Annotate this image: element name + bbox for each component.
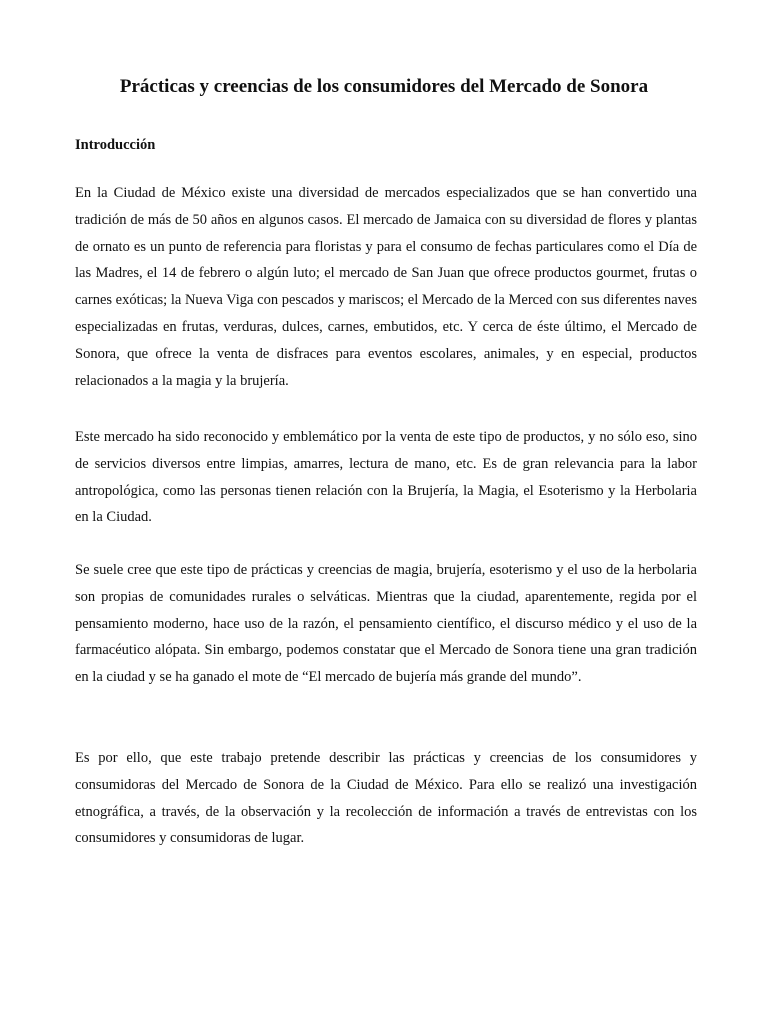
paragraph-3: Se suele cree que este tipo de prácticas y creencias de magia, brujería, esoterismo y el uso de la herbolaria son propias de comunidades rurales o selváticas. Mientras que la ciudad, aparentemente, regida por el pensamiento moderno, hace uso de la razón, el pensamiento científico, el discurso médico y el uso de la farmacéutico alópata. Sin embargo, podemos constatar que el Mercado de Sonora tiene una gran tradición en la ciudad y se ha ganado el mote de “El mercado de bujería más grande del mundo”. — [75, 562, 697, 686]
paragraph-1: En la Ciudad de México existe una diversidad de mercados especializados que se han convertido una tradición de más de 50 años en algunos casos. El mercado de Jamaica con su diversidad de flores y plantas de ornato es un punto de referencia para floristas y para el consumo de fechas particulares como el Día de las Madres, el 14 de febrero o algún luto; el mercado de San Juan que ofrece productos gourmet, frutas o carnes exóticas; la Nueva Viga con pescados y mariscos; el Mercado de la Merced con sus diferentes naves especializadas en frutas, verduras, dulces, carnes, embutidos, etc. Y cerca de éste último, el Mercado de Sonora, que ofrece la venta de disfraces para eventos escolares, animales, y en especial, productos relacionados a la magia y la brujería. — [75, 185, 697, 389]
document-title: Prácticas y creencias de los consumidores del Mercado de Sonora — [119, 76, 649, 97]
section-heading-introduccion: Introducción — [75, 137, 156, 153]
paragraph-2: Este mercado ha sido reconocido y emblemático por la venta de este tipo de productos, y no sólo eso, sino de servicios diversos entre limpias, amarres, lectura de mano, etc. Es de gran relevancia para la labor antropológica, como las personas tienen relación con la Brujería, la Magia, el Esoterismo y la Herbolaria en la Ciudad. — [75, 429, 697, 526]
paragraph-4: Es por ello, que este trabajo pretende describir las prácticas y creencias de los consumidores y consumidoras del Mercado de Sonora de la Ciudad de México. Para ello se realizó una investigación etnográfica, a través, de la observación y la recolección de información a través de entrevistas con los consumidores y consumidoras de lugar. — [75, 750, 697, 847]
